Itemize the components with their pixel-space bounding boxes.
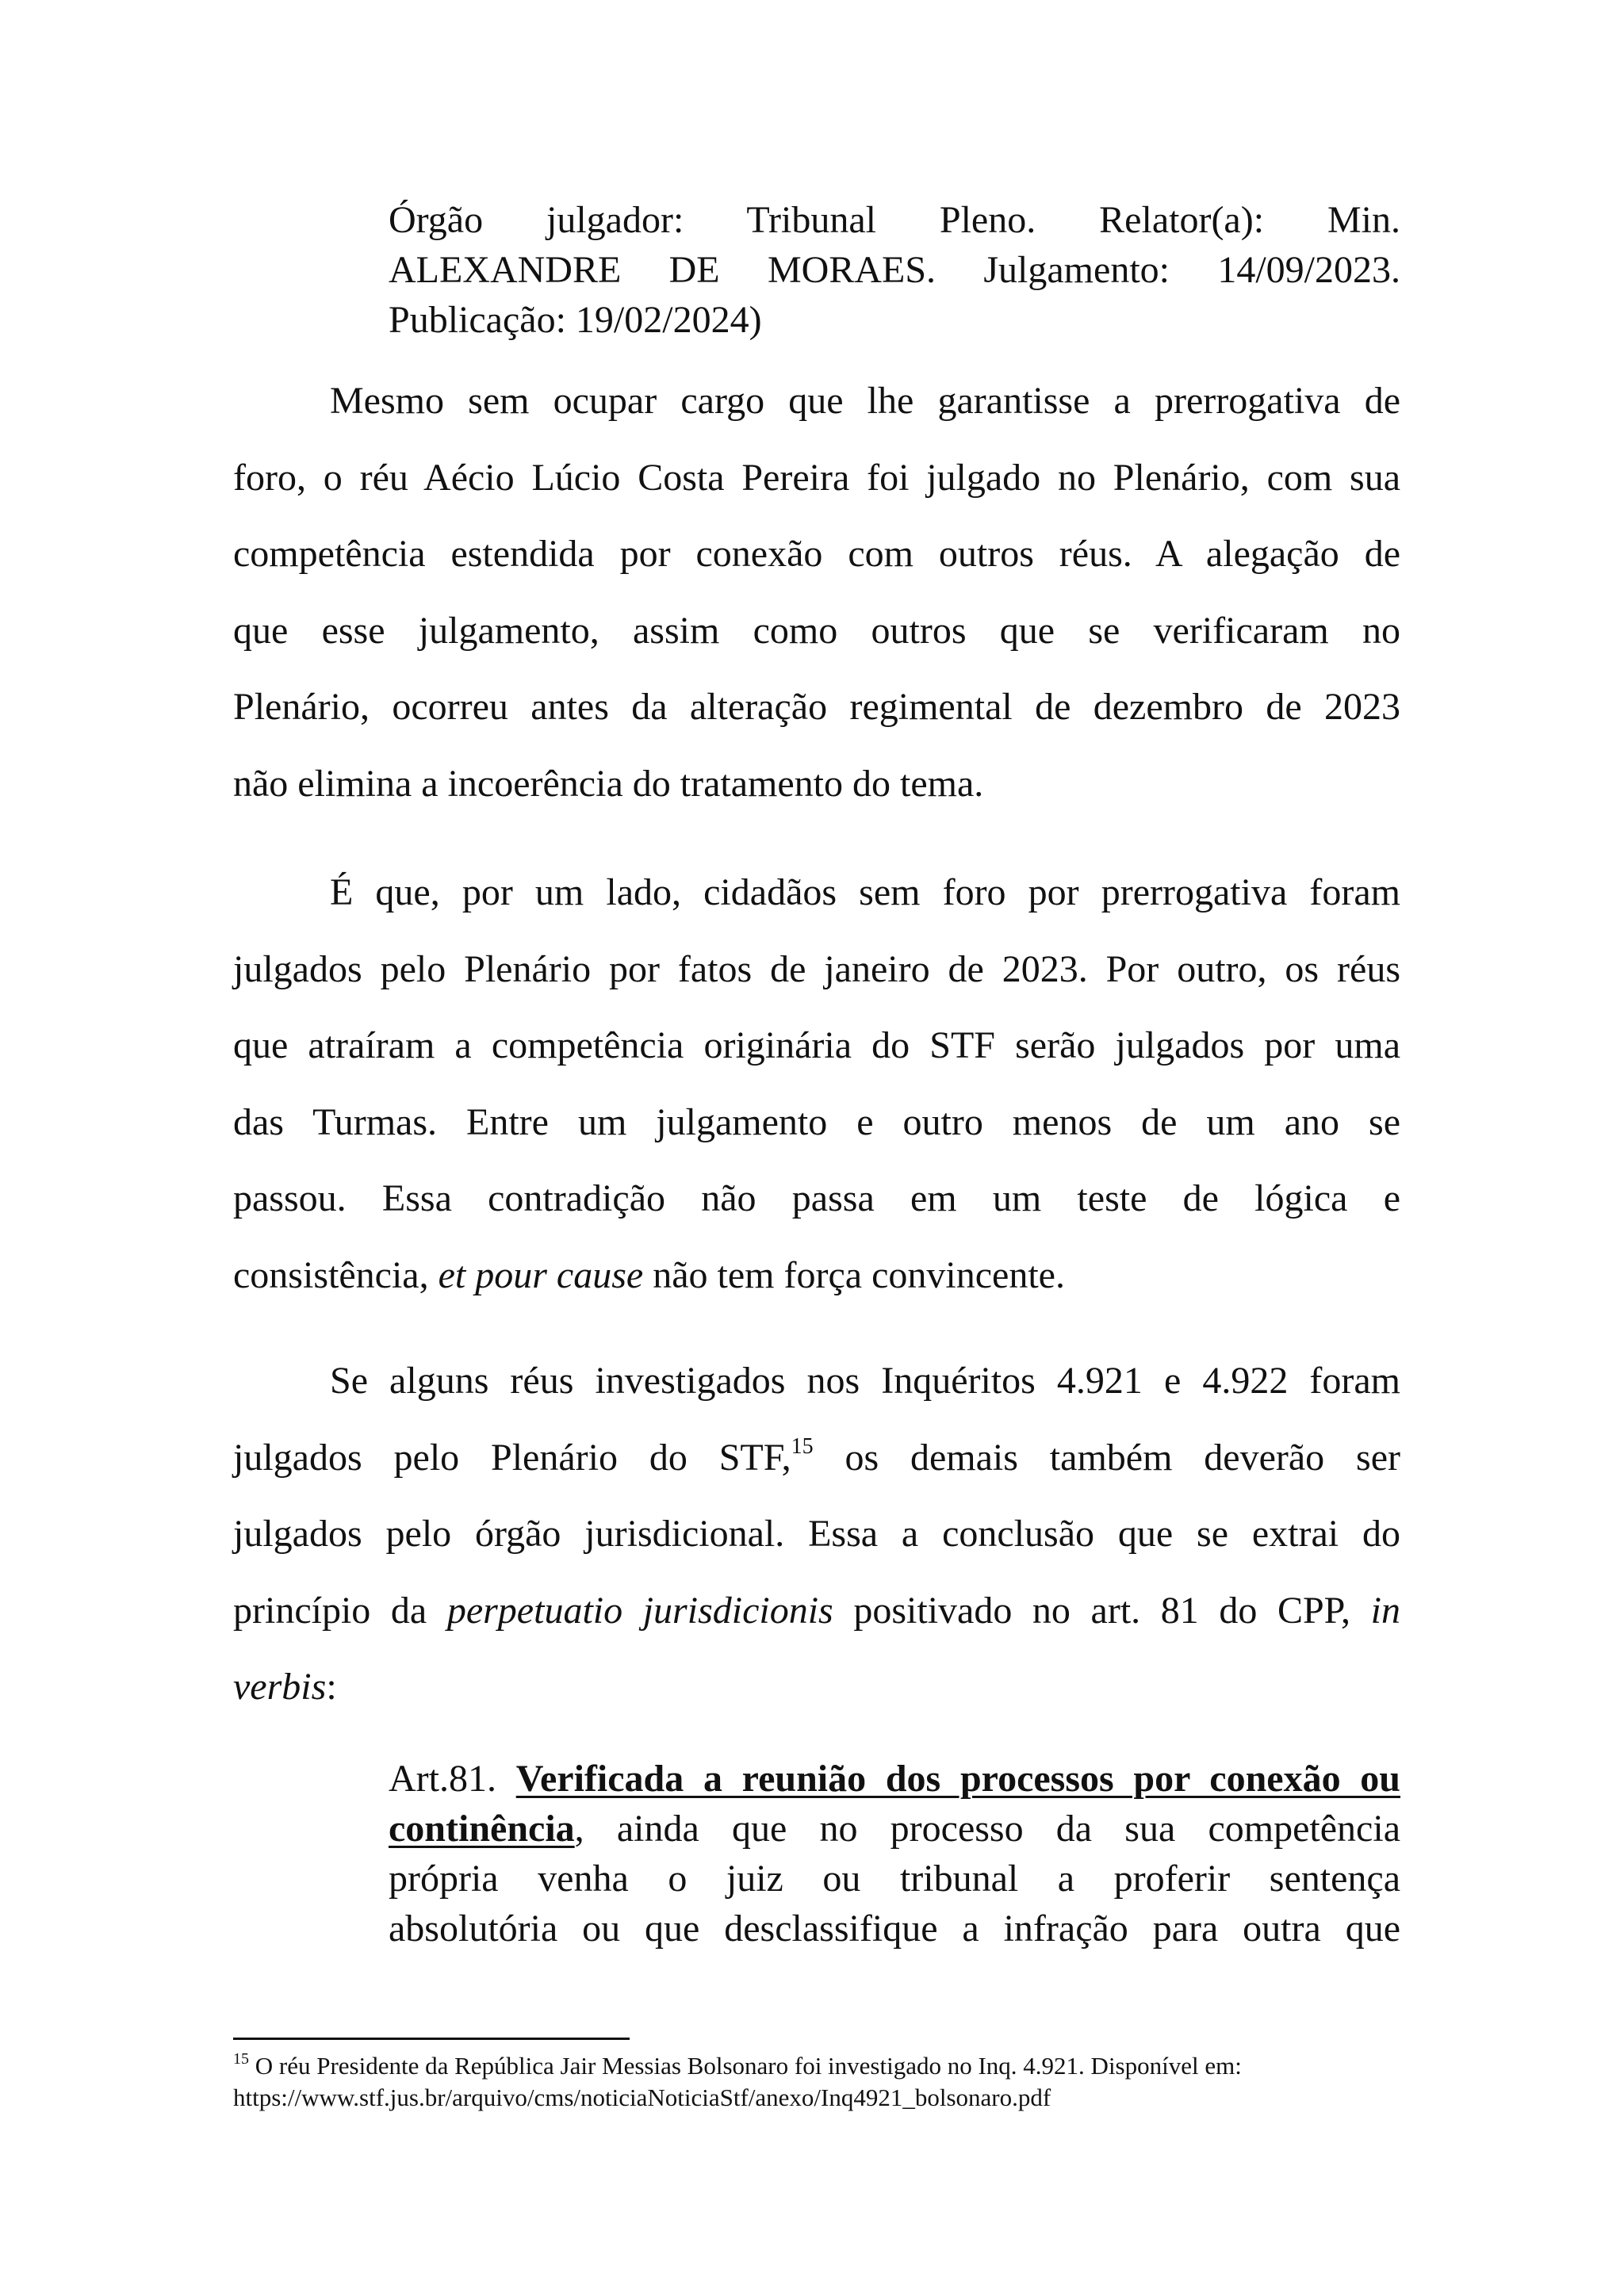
text-run: os demais também deverão ser xyxy=(813,1436,1401,1479)
paragraph-line: julgados pelo órgão jurisdicional. Essa a conclusão que se extrai do xyxy=(233,1513,1400,1555)
text-run: positivado no art. 81 do CPP, xyxy=(833,1589,1371,1632)
paragraph-line: competência estendida por conexão com outros réus. A alegação de xyxy=(233,533,1400,575)
bold-underlined-text: continência xyxy=(389,1808,575,1850)
text-run: Art.81. xyxy=(389,1758,516,1800)
italic-text-run: in xyxy=(1370,1589,1400,1632)
paragraph-2 xyxy=(233,855,1400,1314)
citation-line: Órgão julgador: Tribunal Pleno. Relator(a): Min. xyxy=(389,199,1400,241)
paragraph-line: foro, o réu Aécio Lúcio Costa Pereira foi julgado no Plenário, com sua xyxy=(233,456,1400,499)
citation-line xyxy=(389,1754,1400,1804)
text-run: julgados pelo Plenário do STF, xyxy=(233,1436,791,1479)
bold-underlined-text: Verificada a reunião dos processos por conexão ou xyxy=(515,1758,1401,1800)
paragraph-line: não elimina a incoerência do tratamento do tema. xyxy=(233,762,984,805)
citation-block-art81 xyxy=(389,1754,1400,1954)
text-run: não tem força convincente. xyxy=(643,1253,1065,1296)
citation-line: absolutória ou que desclassifique a infração para outra que xyxy=(389,1908,1400,1950)
italic-text-run: et pour cause xyxy=(438,1253,644,1296)
footnote-reference[interactable]: 15 xyxy=(791,1433,814,1459)
text-run: consistência, xyxy=(233,1253,439,1296)
citation-line: Publicação: 19/02/2024) xyxy=(389,299,762,341)
citation-block-top xyxy=(389,195,1400,345)
paragraph-3 xyxy=(233,1343,1400,1726)
paragraph-line: É que, por um lado, cidadãos sem foro por prerrogativa foram xyxy=(330,871,1400,913)
paragraph-line: Plenário, ocorreu antes da alteração regimental de dezembro de 2023 xyxy=(233,686,1400,728)
paragraph-line: das Turmas. Entre um julgamento e outro menos de um ano se xyxy=(233,1100,1400,1143)
paragraph-line xyxy=(233,1573,1400,1650)
footnote-url[interactable]: https://www.stf.jus.br/arquivo/cms/noticiaNoticiaStf/anexo/Inq4921_bolsonaro.pdf xyxy=(233,2084,1051,2111)
paragraph-line: Se alguns réus investigados nos Inquéritos 4.921 e 4.922 foram xyxy=(330,1360,1400,1402)
paragraph-line: Mesmo sem ocupar cargo que lhe garantisse a prerrogativa de xyxy=(330,380,1400,422)
footnote-separator xyxy=(233,2038,630,2040)
text-run: : xyxy=(326,1666,337,1708)
citation-line xyxy=(389,1804,1400,1854)
paragraph-line: passou. Essa contradição não passa em um teste de lógica e xyxy=(233,1177,1400,1219)
paragraph-line xyxy=(233,1649,1400,1726)
footnote-number: 15 xyxy=(233,2049,249,2068)
footnote-15 xyxy=(233,2050,1407,2114)
paragraph-line: que esse julgamento, assim como outros que se verificaram no xyxy=(233,609,1400,652)
text-run: princípio da xyxy=(233,1589,447,1632)
text-run: , ainda que no processo da sua competência xyxy=(574,1808,1400,1850)
paragraph-1 xyxy=(233,363,1400,822)
paragraph-line xyxy=(233,1420,1400,1497)
paragraph-line: que atraíram a competência originária do STF serão julgados por uma xyxy=(233,1024,1400,1066)
paragraph-line: julgados pelo Plenário por fatos de janeiro de 2023. Por outro, os réus xyxy=(233,947,1400,990)
paragraph-line xyxy=(233,1238,1400,1314)
italic-text-run: verbis xyxy=(233,1666,327,1708)
footnote-line xyxy=(233,2050,1407,2082)
citation-line: ALEXANDRE DE MORAES. Julgamento: 14/09/2023. xyxy=(389,249,1400,291)
citation-line: própria venha o juiz ou tribunal a proferir sentença xyxy=(389,1858,1400,1900)
italic-text-run: perpetuatio jurisdicionis xyxy=(446,1589,833,1632)
footnote-text: O réu Presidente da República Jair Messias Bolsonaro foi investigado no Inq. 4.921. Disponível em: xyxy=(249,2052,1242,2080)
